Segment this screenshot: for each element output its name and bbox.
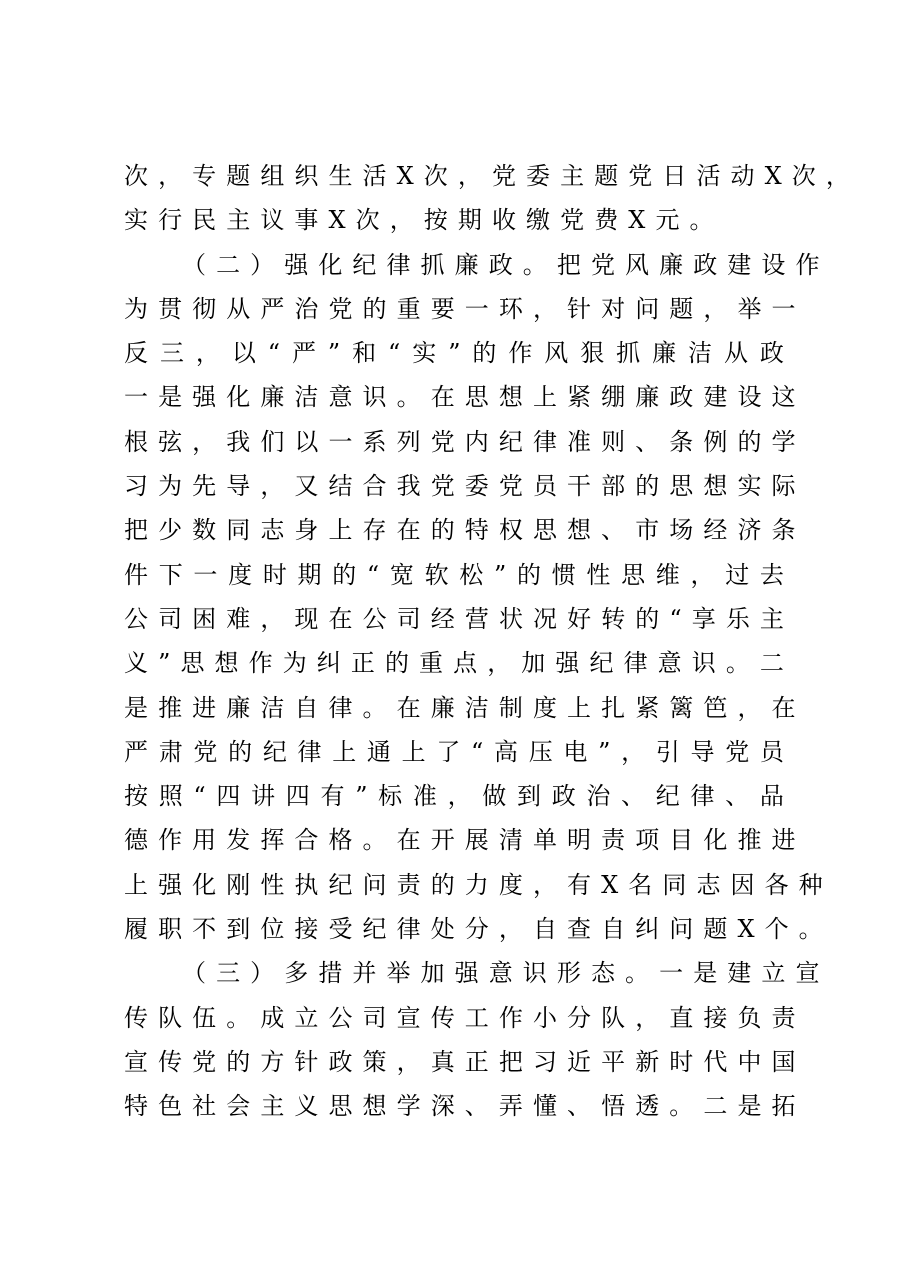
text-line: 一是强化廉洁意识。在思想上紧绷廉政建设这 [124, 383, 806, 412]
text-line: 习为先导，又结合我党委党员干部的思想实际 [124, 472, 806, 501]
text-line: 按照“四讲四有”标准，做到政治、纪律、品 [124, 782, 794, 811]
text-line: 根弦，我们以一系列党内纪律准则、条例的学 [124, 427, 806, 456]
text-line: 为贯彻从严治党的重要一环，针对问题，举一 [124, 294, 806, 323]
text-line: 反三，以“严”和“实”的作风狠抓廉洁从政 [124, 339, 794, 368]
text-line: 件下一度时期的“宽软松”的惯性思维，过去 [124, 560, 794, 589]
text-line: 特色社会主义思想学深、弄懂、悟透。二是拓 [124, 1092, 806, 1121]
document-body [124, 154, 860, 1129]
section-heading-line: （二）强化纪律抓廉政。把党风廉政建设作 [182, 250, 830, 279]
text-line: 上强化刚性执纪问责的力度，有X名同志因各种 [124, 870, 833, 899]
text-line: 履职不到位接受纪律处分，自查自纠问题X个。 [124, 915, 833, 944]
text-line: 义”思想作为纠正的重点，加强纪律意识。二 [124, 649, 794, 678]
text-line: 次，专题组织生活X次，党委主题党日活动X次， [124, 162, 860, 190]
text-line: 实行民主议事X次，按期收缴党费X元。 [124, 206, 724, 235]
section-heading-line: （三）多措并举加强意识形态。一是建立宣 [182, 959, 830, 988]
text-line: 是推进廉洁自律。在廉洁制度上扎紧篱笆，在 [124, 693, 806, 722]
text-line: 宣传党的方针政策，真正把习近平新时代中国 [124, 1047, 806, 1076]
text-line: 德作用发挥合格。在开展清单明责项目化推进 [124, 826, 806, 855]
text-line: 传队伍。成立公司宣传工作小分队，直接负责 [124, 1003, 806, 1032]
text-line: 严肃党的纪律上通上了“高压电”，引导党员 [124, 737, 794, 766]
text-line: 公司困难，现在公司经营状况好转的“享乐主 [124, 604, 794, 633]
text-line: 把少数同志身上存在的特权思想、市场经济条 [124, 516, 806, 545]
